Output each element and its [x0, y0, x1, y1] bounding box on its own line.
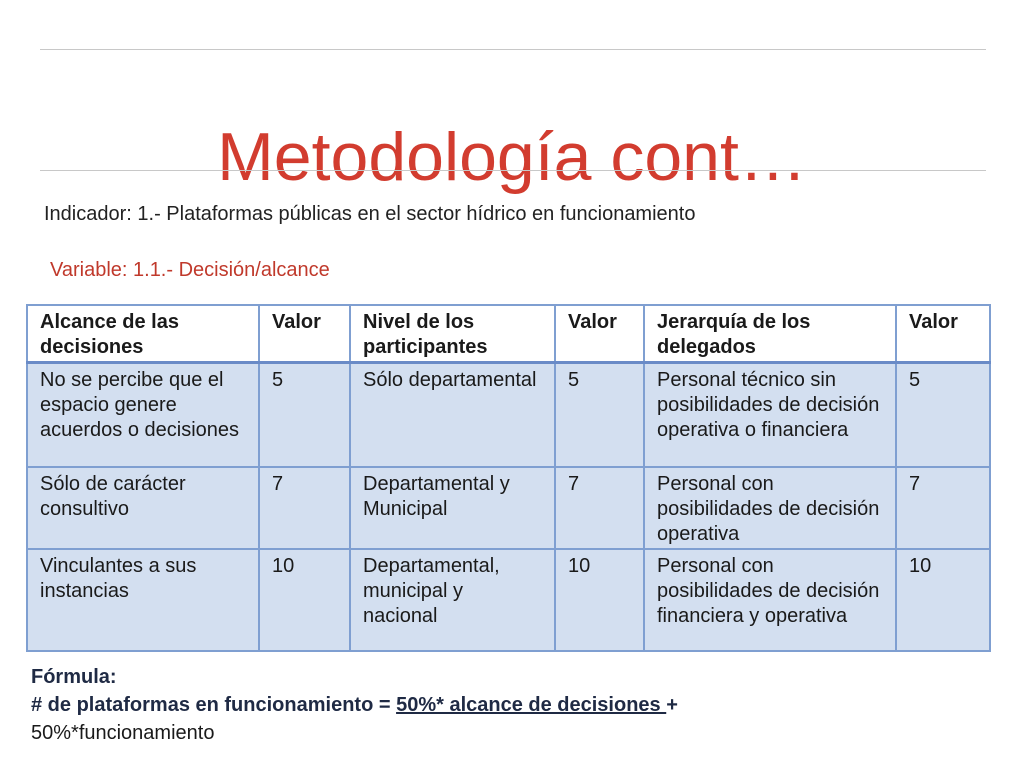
formula-block [31, 663, 678, 747]
formula-label: Fórmula: [31, 666, 117, 688]
header-jerarquia: Jerarquía de los delegados [644, 305, 896, 363]
table-cell: Departamental y Municipal [350, 467, 555, 549]
formula-part-2: 50%* alcance de decisiones [396, 694, 667, 716]
table-cell: No se percibe que el espacio genere acuerdos o decisiones [27, 363, 259, 467]
formula-part-1: # de plataformas en funcionamiento = [31, 694, 397, 716]
formula-line-1 [31, 691, 678, 719]
table-cell: 5 [896, 363, 990, 467]
formula-line-2: 50%*funcionamiento [31, 722, 215, 744]
table-cell: Departamental, municipal y nacional [350, 549, 555, 651]
table-row [27, 363, 990, 467]
table-cell: Personal con posibilidades de decisión financiera y operativa [644, 549, 896, 651]
formula-part-3: + [666, 694, 678, 716]
header-alcance: Alcance de las decisiones [27, 305, 259, 363]
table-row [27, 549, 990, 651]
header-valor-1: Valor [259, 305, 350, 363]
title-divider [40, 170, 986, 171]
table-cell: Sólo departamental [350, 363, 555, 467]
header-valor-3: Valor [896, 305, 990, 363]
table-cell: 10 [555, 549, 644, 651]
table-cell: 10 [896, 549, 990, 651]
indicator-text: Indicador: 1.- Plataformas públicas en el sector hídrico en funcionamiento [44, 203, 696, 225]
table-cell: 7 [259, 467, 350, 549]
header-valor-2: Valor [555, 305, 644, 363]
table-row [27, 467, 990, 549]
table-cell: Personal técnico sin posibilidades de decisión operativa o financiera [644, 363, 896, 467]
table-cell: Vinculantes a sus instancias [27, 549, 259, 651]
top-divider [40, 49, 986, 50]
table-cell: Personal con posibilidades de decisión operativa [644, 467, 896, 549]
table-header-row [27, 305, 990, 363]
table-cell: 5 [259, 363, 350, 467]
variable-text: Variable: 1.1.- Decisión/alcance [50, 259, 330, 281]
methodology-table-container [26, 304, 989, 652]
table-cell: 7 [555, 467, 644, 549]
table-cell: 7 [896, 467, 990, 549]
table-cell: 10 [259, 549, 350, 651]
slide-title: Metodología cont… [217, 118, 807, 195]
methodology-table [26, 304, 991, 652]
table-cell: Sólo de carácter consultivo [27, 467, 259, 549]
table-cell: 5 [555, 363, 644, 467]
header-nivel: Nivel de los participantes [350, 305, 555, 363]
